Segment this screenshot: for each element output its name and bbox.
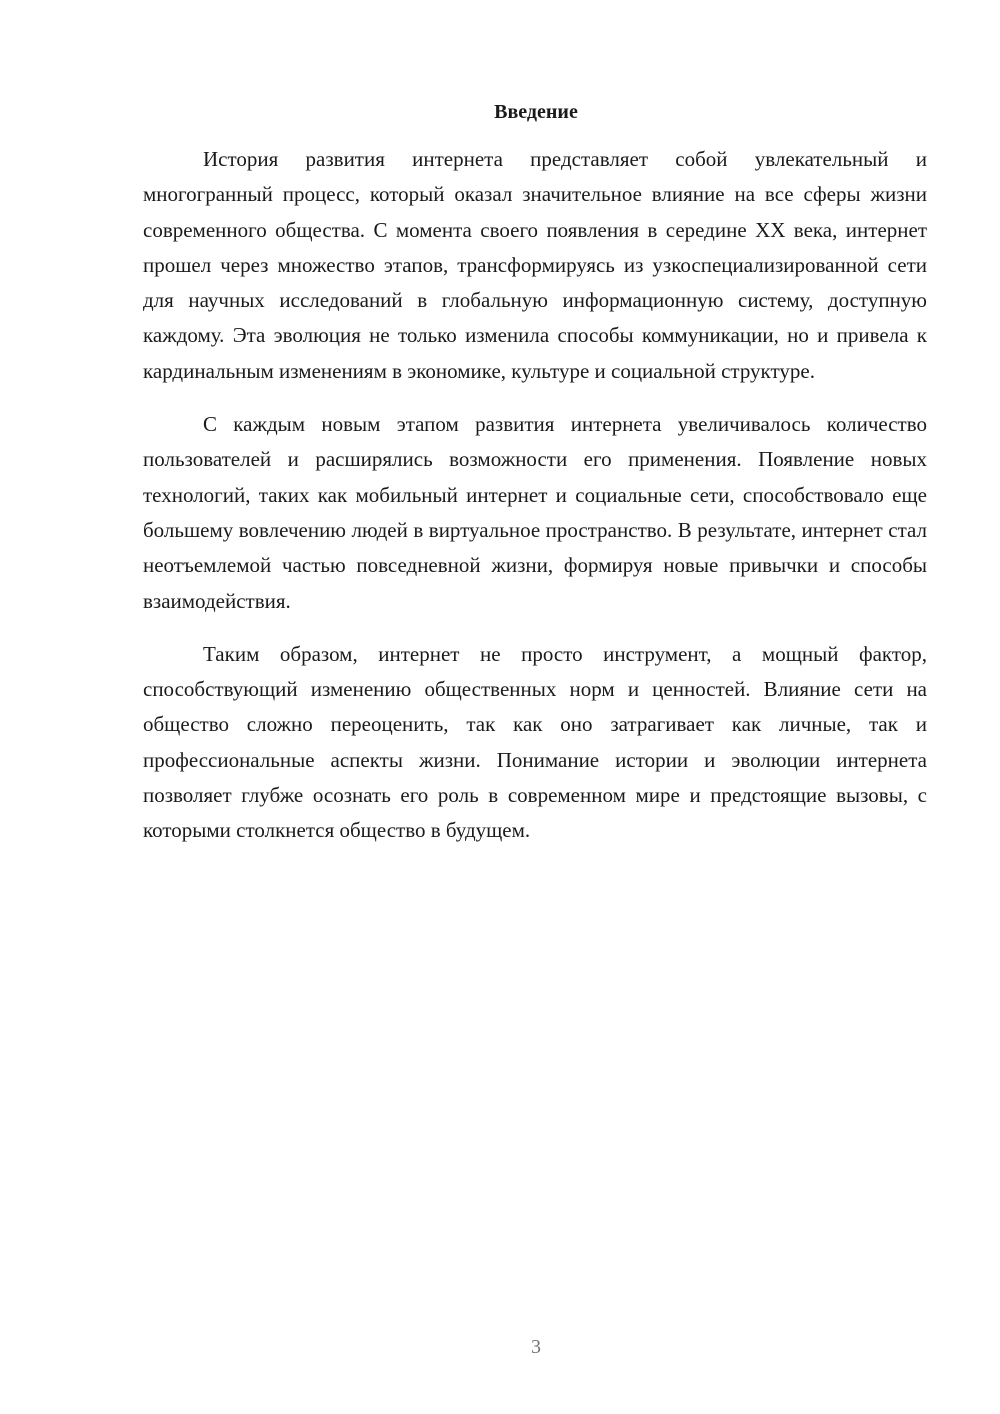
document-body [143,142,927,867]
paragraph-2: С каждым новым этапом развития интернета увеличивалось количество пользователей и расширялись возможности его применения. Появление новых технологий, таких как мобильный интернет и социальные сети, способствовало еще большему вовлечению людей в виртуальное пространство. В результате, интернет стал неотъемлемой частью повседневной жизни, формируя новые привычки и способы взаимодействия. [143,412,927,613]
page-number: 3 [531,1336,541,1358]
paragraph-3: Таким образом, интернет не просто инструмент, а мощный фактор, способствующий изменению общественных норм и ценностей. Влияние сети на общество сложно переоценить, так как оно затрагивает как личные, так и профессиональные аспекты жизни. Понимание истории и эволюции интернета позволяет глубже осознать его роль в современном мире и предстоящие вызовы, с которыми столкнется общество в будущем. [143,641,927,843]
page-title: Введение [494,101,578,123]
paragraph-1: История развития интернета представляет собой увлекательный и многогранный процесс, который оказал значительное влияние на все сферы жизни современного общества. С момента своего появления в середине XX века, интернет прошел через множество этапов, трансформируясь из узкоспециализированной сети для научных исследований в глобальную информационную систему, доступную каждому. Эта эволюция не только изменила способы коммуникации, но и привела к кардинальным изменениям в экономике, культуре и социальной структуре. [143,147,927,383]
